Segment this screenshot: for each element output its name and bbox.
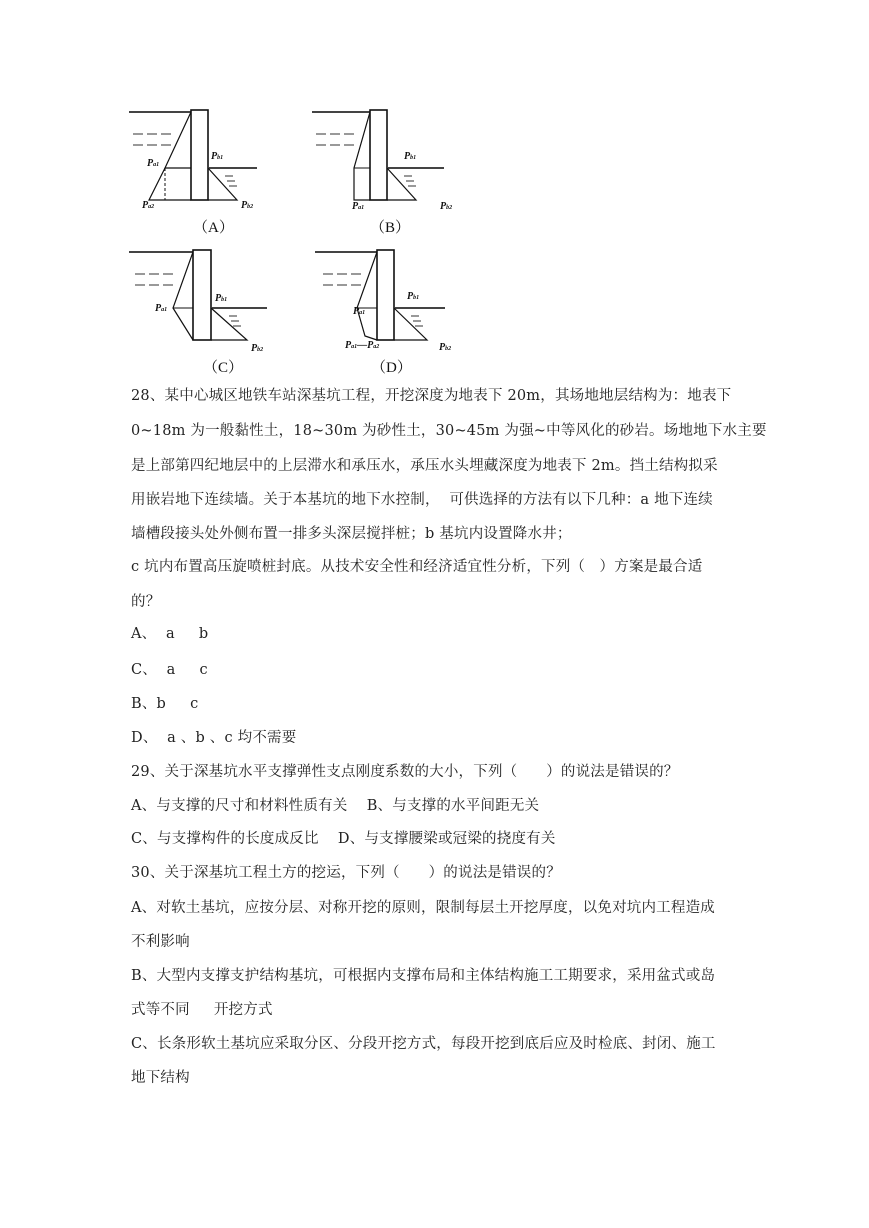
- label-pb1: Pb1: [215, 293, 228, 304]
- q29-options-cd: C、与支撑构件的长度成反比 D、与支撑腰梁或冠梁的挠度有关: [131, 831, 556, 847]
- q30-option-a-2: 不利影响: [131, 934, 190, 950]
- caption-a: （A）: [193, 220, 234, 236]
- figure-c: [129, 248, 289, 378]
- label-pa1-lower: Pa1—Pa2: [345, 340, 380, 351]
- q29-options-ab: A、与支撑的尺寸和材料性质有关 B、与支撑的水平间距无关: [131, 798, 540, 814]
- label-pb1: Pb1: [211, 151, 224, 162]
- figure-b: [312, 108, 462, 238]
- q28-option-c: C、 a c: [131, 662, 208, 678]
- q28-line-6: c 坑内布置高压旋喷桩封底。从技术安全性和经济适宜性分析，下列（ ）方案是最合适: [131, 559, 703, 575]
- caption-c: （C）: [203, 360, 244, 376]
- q28-line-3: 是上部第四纪地层中的上层滞水和承压水，承压水头埋藏深度为地表下 2m。挡土结构拟采: [131, 458, 718, 474]
- caption-b: （B）: [370, 220, 411, 236]
- label-pb2: Pb2: [439, 342, 452, 353]
- q28-option-d: D、 a 、b 、c 均不需要: [131, 730, 297, 746]
- q28-line-7: 的？: [131, 594, 161, 610]
- q28-option-a: A、 a b: [131, 626, 209, 642]
- q30-option-c-1: C、长条形软土基坑应采取分区、分段开挖方式，每段开挖到底后应及时检底、封闭、施工: [131, 1036, 716, 1052]
- label-pb1: Pb1: [404, 151, 417, 162]
- q30-option-a-1: A、对软土基坑，应按分层、对称开挖的原则，限制每层土开挖厚度，以免对坑内工程造成: [131, 900, 715, 916]
- q28-line-1: 28、某中心城区地铁车站深基坑工程，开挖深度为地表下 20m，其场地地层结构为：地表下: [131, 388, 732, 404]
- label-pa1: Pa1: [353, 306, 366, 317]
- label-pb2: Pb2: [440, 201, 453, 212]
- q30-option-b-1: B、大型内支撑支护结构基坑，可根据内支撑布局和主体结构施工工期要求，采用盆式或岛: [131, 968, 716, 984]
- q28-option-b: B、b c: [131, 696, 199, 712]
- q28-line-5: 墙槽段接头处外侧布置一排多头深层搅拌桩；b 基坑内设置降水井；: [131, 526, 572, 542]
- label-pa1: Pa1: [155, 303, 168, 314]
- label-pb2: Pb2: [251, 343, 264, 354]
- q28-line-2: 0~18m 为一般黏性土，18~30m 为砂性土，30~45m 为强~中等风化的砂岩。场地地下水主要: [131, 423, 767, 439]
- q29-stem: 29、关于深基坑水平支撑弹性支点刚度系数的大小，下列（ ）的说法是错误的？: [131, 764, 679, 780]
- q28-line-4: 用嵌岩地下连续墙。关于本基坑的地下水控制， 可供选择的方法有以下几种：a 地下连续: [131, 492, 713, 508]
- caption-d: （D）: [371, 360, 412, 376]
- q30-option-c-2: 地下结构: [131, 1070, 190, 1086]
- label-pa2: Pa2: [142, 200, 155, 211]
- label-pa1: Pa1: [147, 158, 160, 169]
- label-pa1: Pa1: [352, 201, 365, 212]
- label-pb1: Pb1: [407, 291, 420, 302]
- figure-d: [315, 248, 465, 378]
- q30-option-b-2: 式等不同 开挖方式: [131, 1002, 273, 1018]
- q30-stem: 30、关于深基坑工程土方的挖运，下列（ ）的说法是错误的？: [131, 865, 561, 881]
- label-pb2: Pb2: [241, 200, 254, 211]
- figure-a: [129, 108, 289, 238]
